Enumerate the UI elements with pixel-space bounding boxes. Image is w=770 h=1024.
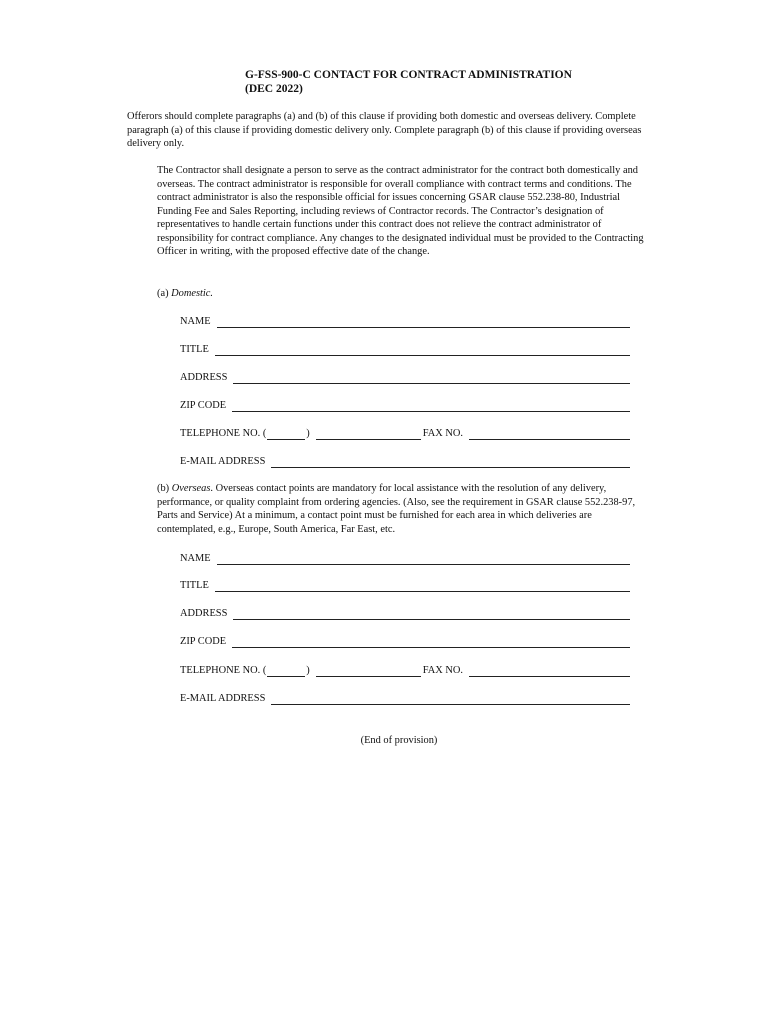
- overseas-phone-fax-row: [180, 663, 630, 677]
- domestic-address-field[interactable]: [180, 370, 630, 384]
- overseas-prefix: (b): [157, 483, 172, 494]
- domestic-zip-label: ZIP CODE: [180, 400, 227, 411]
- domestic-fax-blank[interactable]: [469, 428, 630, 440]
- domestic-zip-blank[interactable]: [232, 400, 630, 412]
- domestic-telephone-blank[interactable]: [316, 428, 421, 440]
- intro-paragraph: Offerors should complete paragraphs (a) and (b) of this clause if providing both domestic and overseas delivery. Complete paragraph (a) of this clause if providing domestic delivery only. Complete paragraph (b) of this clause if providing overseas delivery only.: [127, 111, 642, 149]
- domestic-prefix: (a): [157, 288, 172, 299]
- domestic-phone-fax-row: [180, 426, 630, 440]
- clause-title-line-1: G-FSS-900-C CONTACT FOR CONTRACT ADMINISTRATION: [245, 69, 572, 81]
- overseas-zip-field[interactable]: [180, 634, 630, 648]
- domestic-name-label: NAME: [180, 316, 211, 327]
- overseas-telephone-blank[interactable]: [316, 665, 421, 677]
- overseas-name-field[interactable]: [180, 551, 630, 565]
- domestic-area-code-blank[interactable]: [267, 428, 305, 440]
- overseas-title-field[interactable]: [180, 578, 630, 592]
- domestic-telephone-label: TELEPHONE NO. (: [180, 428, 267, 439]
- domestic-title-blank[interactable]: [215, 344, 630, 356]
- overseas-telephone-close: ): [306, 665, 310, 676]
- domestic-title-field[interactable]: [180, 342, 630, 356]
- domestic-zip-field[interactable]: [180, 398, 630, 412]
- overseas-text: . Overseas contact points are mandatory for local assistance with the resolution of any delivery, performance, or quality complaint from ordering agencies. (Also, see the requirement in GSAR clause 552.238-97, Parts and Service) At a minimum, a contact point must be furnished for each area in which deliveries are contemplated, e.g., Europe, South America, Far East, etc.: [157, 483, 636, 535]
- clause-title: [245, 68, 572, 96]
- overseas-title-blank[interactable]: [215, 580, 630, 592]
- overseas-email-label: E-MAIL ADDRESS: [180, 693, 266, 704]
- domestic-address-blank[interactable]: [233, 372, 630, 384]
- overseas-address-field[interactable]: [180, 606, 630, 620]
- clause-title-line-2: (DEC 2022): [245, 83, 303, 95]
- domestic-address-label: ADDRESS: [180, 372, 228, 383]
- overseas-paragraph: [157, 482, 649, 536]
- overseas-area-code-blank[interactable]: [267, 665, 305, 677]
- domestic-title-label: TITLE: [180, 344, 209, 355]
- domestic-telephone-close: ): [306, 428, 310, 439]
- overseas-address-label: ADDRESS: [180, 608, 228, 619]
- overseas-name-blank[interactable]: [217, 553, 630, 565]
- domestic-name-field[interactable]: [180, 314, 630, 328]
- end-of-provision: (End of provision): [360, 735, 438, 746]
- overseas-fax-label: FAX NO.: [422, 665, 463, 676]
- domestic-email-blank[interactable]: [271, 456, 630, 468]
- overseas-fax-blank[interactable]: [469, 665, 630, 677]
- domestic-name-blank[interactable]: [217, 316, 630, 328]
- domestic-heading: Domestic.: [171, 288, 213, 299]
- domestic-email-field[interactable]: [180, 454, 630, 468]
- domestic-section-label: [157, 287, 213, 300]
- overseas-address-blank[interactable]: [233, 608, 630, 620]
- overseas-telephone-label: TELEPHONE NO. (: [180, 665, 267, 676]
- overseas-heading: Overseas: [171, 483, 211, 494]
- overseas-name-label: NAME: [180, 553, 211, 564]
- overseas-title-label: TITLE: [180, 580, 209, 591]
- domestic-email-label: E-MAIL ADDRESS: [180, 456, 266, 467]
- overseas-email-field[interactable]: [180, 691, 630, 705]
- contract-administrator-paragraph: The Contractor shall designate a person to serve as the contract administrator for the contract both domestically and overseas. The contract administrator is responsible for overall compliance with contract terms and conditions. The contract administrator is also the responsible official for issues concerning GSAR clause 552.238-80, Industrial Funding Fee and Sales Reporting, including reviews of Contractor records. The Contractor’s designation of representatives to handle certain functions under this contract does not relieve the contract administrator of responsibility for contract compliance. Any changes to the designated individual must be provided to the Contracting Officer in writing, with the proposed effective date of the change.: [157, 165, 644, 257]
- overseas-zip-label: ZIP CODE: [180, 636, 227, 647]
- overseas-zip-blank[interactable]: [232, 636, 630, 648]
- overseas-email-blank[interactable]: [271, 693, 630, 705]
- domestic-fax-label: FAX NO.: [422, 428, 463, 439]
